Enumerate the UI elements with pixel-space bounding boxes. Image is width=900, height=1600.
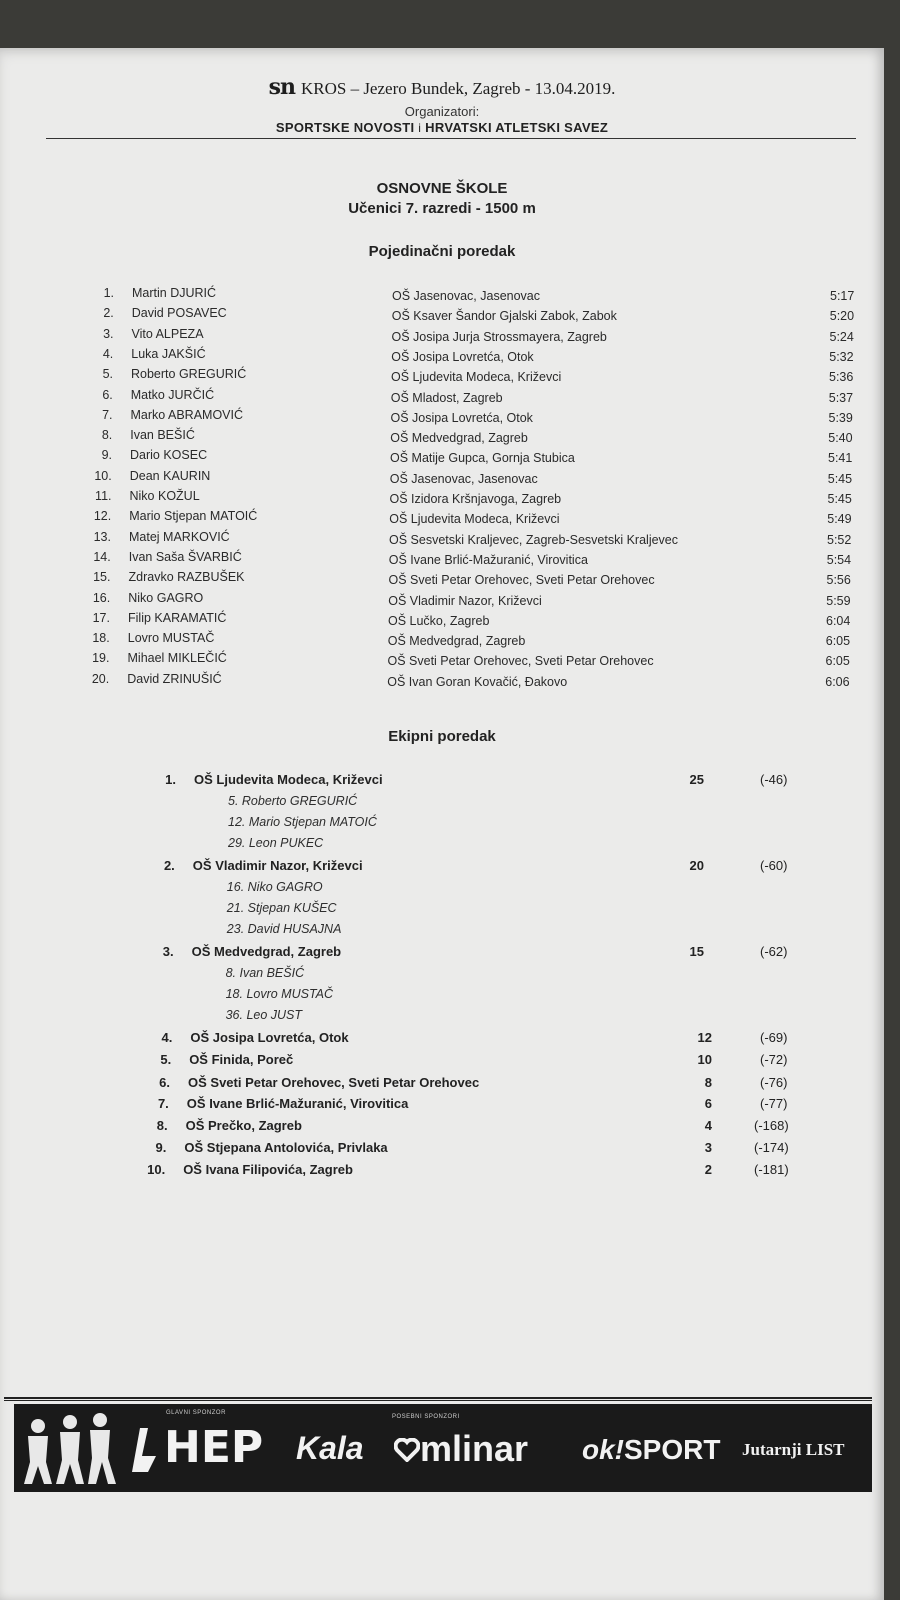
- athlete-time: 5:52: [827, 532, 852, 547]
- athlete-school: OŠ Josipa Jurja Strossmayera, Zagreb: [391, 329, 607, 344]
- individual-row: [0, 347, 884, 367]
- team-row: [0, 944, 884, 966]
- team-member: 23. David HUSAJNA: [226, 922, 342, 936]
- team-row: [0, 772, 884, 794]
- athlete-school: OŠ Matije Gupca, Gornja Stubica: [390, 451, 575, 466]
- team-points: 10: [697, 1052, 712, 1067]
- team-school: OŠ Medvedgrad, Zagreb: [191, 944, 342, 959]
- athlete-name: Matej MARKOVIĆ: [129, 529, 230, 544]
- jutarnji-logo: Jutarnji LIST: [742, 1440, 845, 1459]
- team-school: OŠ Sveti Petar Orehovec, Sveti Petar Orehovec: [188, 1075, 480, 1090]
- individual-row: [0, 408, 884, 428]
- individual-rank: 9.: [101, 448, 112, 463]
- team-title: Ekipni poredak: [388, 728, 496, 745]
- hep-bolt-icon: [126, 1428, 162, 1472]
- team-diff: (-174): [754, 1140, 789, 1155]
- athlete-name: Dean KAURIN: [129, 468, 211, 483]
- ok-logo: ok!: [582, 1434, 624, 1465]
- team-diff: (-76): [760, 1075, 788, 1090]
- team-rank: 6.: [159, 1075, 170, 1090]
- individual-row: [0, 570, 884, 590]
- team-diff: (-168): [754, 1118, 789, 1133]
- team-row: [0, 858, 884, 880]
- athlete-school: OŠ Josipa Lovretća, Otok: [390, 410, 533, 425]
- athlete-time: 5:32: [829, 349, 854, 364]
- athlete-time: 5:45: [827, 492, 852, 506]
- athlete-time: 6:05: [825, 654, 850, 669]
- athlete-school: OŠ Jasenovac, Jasenovac: [392, 289, 540, 303]
- kala-logo: Kala: [296, 1430, 364, 1466]
- athlete-school: OŠ Ivan Goran Kovačić, Đakovo: [387, 674, 568, 689]
- team-member: 18. Lovro MUSTAČ: [225, 987, 334, 1001]
- sponsor-banner: [14, 1404, 872, 1492]
- athlete-school: OŠ Sveti Petar Orehovec, Sveti Petar Orehovec: [388, 573, 655, 588]
- athlete-time: 6:05: [825, 634, 851, 649]
- team-rank: 7.: [157, 1096, 169, 1111]
- individual-rank: 4.: [102, 346, 114, 361]
- team-row: [0, 1140, 884, 1162]
- individual-rank: 11.: [95, 489, 112, 503]
- team-row: [0, 1096, 884, 1118]
- individual-row: [0, 530, 884, 550]
- individual-rank: 15.: [93, 570, 111, 585]
- team-school: OŠ Prečko, Zagreb: [185, 1118, 302, 1133]
- team-points: 25: [689, 772, 704, 787]
- individual-rank: 5.: [102, 367, 113, 382]
- hep-logo: HEP: [164, 1422, 264, 1473]
- team-points: 8: [704, 1075, 712, 1090]
- athlete-school: OŠ Ljudevita Modeca, Križevci: [391, 370, 562, 385]
- athlete-school: OŠ Ljudevita Modeca, Križevci: [389, 512, 560, 527]
- athlete-name: Mihael MIKLEČIĆ: [127, 651, 227, 666]
- athlete-name: Dario KOSEC: [130, 448, 208, 463]
- athlete-name: Ivan BEŠIĆ: [130, 428, 195, 443]
- team-member: 16. Niko GAGRO: [226, 880, 323, 894]
- team-member: 21. Stjepan KUŠEC: [226, 901, 337, 915]
- team-points: 15: [689, 944, 704, 959]
- athlete-time: 6:06: [825, 674, 850, 689]
- athlete-time: 5:56: [826, 573, 851, 588]
- team-school: OŠ Ivane Brlić-Mažuranić, Virovitica: [186, 1096, 409, 1111]
- footer-divider: [4, 1397, 872, 1399]
- individual-rank: 6.: [102, 387, 113, 402]
- athlete-school: OŠ Sesvetski Kraljevec, Zagreb-Sesvetski Kraljevec: [389, 532, 678, 547]
- header-divider: [46, 138, 856, 139]
- individual-row: [0, 651, 884, 671]
- athlete-school: OŠ Ksaver Šandor Gjalski Zabok, Zabok: [391, 309, 617, 324]
- organizers-label: Organizatori:: [404, 104, 480, 119]
- team-rank: 4.: [161, 1030, 173, 1045]
- individual-rank: 12.: [93, 509, 112, 524]
- sn-logo: sn: [268, 74, 295, 100]
- individual-rank: 13.: [93, 529, 111, 544]
- individual-row: [0, 469, 884, 489]
- team-rank: 1.: [165, 772, 176, 787]
- athlete-school: OŠ Izidora Kršnjavoga, Zagreb: [389, 492, 562, 506]
- team-points: 2: [704, 1162, 712, 1177]
- individual-rank: 10.: [94, 468, 112, 483]
- athlete-school: OŠ Ivane Brlić-Mažuranić, Virovitica: [388, 552, 588, 567]
- individual-row: [0, 306, 884, 326]
- individual-rank: 1.: [103, 286, 114, 300]
- athlete-time: 5:17: [830, 289, 855, 303]
- athlete-time: 5:20: [829, 309, 855, 324]
- team-school: OŠ Josipa Lovretća, Otok: [190, 1030, 349, 1045]
- team-member: 29. Leon PUKEC: [228, 836, 324, 850]
- athlete-time: 5:59: [826, 593, 851, 608]
- athlete-time: 5:45: [827, 471, 853, 486]
- team-points: 4: [704, 1118, 712, 1133]
- athlete-name: Vito ALPEZA: [131, 326, 204, 341]
- individual-row: [0, 286, 884, 306]
- team-rank: 10.: [147, 1162, 166, 1177]
- team-diff: (-72): [760, 1052, 788, 1067]
- athlete-time: 5:41: [828, 451, 853, 466]
- team-row: [0, 1118, 884, 1140]
- athlete-school: OŠ Vladimir Nazor, Križevci: [388, 593, 542, 608]
- team-school: OŠ Ivana Filipovića, Zagreb: [183, 1162, 353, 1177]
- team-diff: (-46): [760, 772, 788, 787]
- individual-row: [0, 367, 884, 387]
- runners-icon: [18, 1412, 128, 1488]
- race-title: Učenici 7. razredi - 1500 m: [348, 200, 536, 217]
- team-school: OŠ Ljudevita Modeca, Križevci: [194, 772, 383, 787]
- sport-logo: SPORT: [624, 1434, 721, 1465]
- athlete-name: Luka JAKŠIĆ: [131, 346, 206, 361]
- athlete-name: Marko ABRAMOVIĆ: [130, 407, 244, 422]
- athlete-school: OŠ Sveti Petar Orehovec, Sveti Petar Orehovec: [387, 654, 654, 669]
- team-points: 3: [704, 1140, 712, 1155]
- individual-rank: 14.: [93, 549, 111, 564]
- individual-rank: 2.: [103, 306, 114, 321]
- athlete-name: David ZRINUŠIĆ: [127, 671, 222, 686]
- athlete-school: OŠ Josipa Lovretća, Otok: [391, 349, 534, 364]
- athlete-school: OŠ Mladost, Zagreb: [390, 390, 503, 405]
- team-rank: 3.: [162, 944, 174, 959]
- event-title: KROS – Jezero Bundek, Zagreb - 13.04.2019.: [300, 79, 616, 98]
- team-rank: 5.: [160, 1052, 172, 1067]
- team-school: OŠ Vladimir Nazor, Križevci: [192, 858, 363, 873]
- individual-row: [0, 611, 884, 631]
- individual-row: [0, 550, 884, 570]
- individual-row: [0, 509, 884, 529]
- individual-row: [0, 428, 884, 448]
- individual-row: [0, 631, 884, 651]
- team-row: [0, 1052, 884, 1074]
- organizers-names: [0, 120, 884, 135]
- athlete-time: 5:39: [828, 410, 853, 425]
- individual-rank: 7.: [102, 407, 113, 422]
- team-points: 20: [689, 858, 704, 873]
- heart-icon: [394, 1438, 420, 1462]
- athlete-name: Lovro MUSTAČ: [127, 631, 215, 646]
- individual-title: Pojedinačni poredak: [368, 243, 516, 260]
- individual-rank: 3.: [103, 326, 114, 341]
- athlete-time: 6:04: [826, 613, 851, 628]
- team-points: 12: [697, 1030, 712, 1045]
- event-title-line: [0, 74, 884, 100]
- athlete-time: 5:40: [828, 431, 853, 446]
- athlete-name: Matko JURČIĆ: [130, 387, 215, 402]
- athlete-name: Filip KARAMATIĆ: [128, 610, 227, 625]
- school-level: OSNOVNE ŠKOLE: [376, 180, 508, 197]
- athlete-time: 5:54: [826, 552, 852, 567]
- team-member: 12. Mario Stjepan MATOIĆ: [228, 815, 377, 829]
- results-sheet: [0, 48, 884, 1600]
- team-row: [0, 1162, 884, 1184]
- team-row: [0, 1030, 884, 1052]
- individual-rank: 8.: [101, 428, 113, 443]
- organizer-1: SPORTSKE NOVOSTI: [275, 120, 415, 135]
- athlete-name: Niko KOŽUL: [129, 489, 200, 503]
- footer-divider-thin: [4, 1400, 872, 1401]
- individual-rank: 19.: [92, 651, 110, 666]
- main-sponsor-label: GLAVNI SPONZOR: [166, 1410, 226, 1416]
- athlete-school: OŠ Lučko, Zagreb: [388, 613, 490, 628]
- team-diff: (-62): [760, 944, 788, 959]
- team-diff: (-60): [760, 858, 788, 873]
- team-school: OŠ Stjepana Antolovića, Privlaka: [184, 1140, 388, 1155]
- team-rank: 8.: [156, 1118, 168, 1133]
- individual-row: [0, 327, 884, 347]
- team-points: 6: [704, 1096, 712, 1111]
- athlete-name: Martin DJURIĆ: [132, 286, 217, 300]
- athlete-time: 5:24: [829, 329, 854, 344]
- athlete-name: Ivan Saša ŠVARBIĆ: [128, 549, 242, 564]
- organizer-conj: i: [418, 121, 422, 135]
- team-school: OŠ Finida, Poreč: [189, 1052, 294, 1067]
- athlete-school: OŠ Medvedgrad, Zagreb: [390, 431, 528, 446]
- individual-rank: 16.: [92, 590, 111, 605]
- athlete-school: OŠ Jasenovac, Jasenovac: [389, 471, 538, 486]
- team-row: [0, 1075, 884, 1097]
- individual-rank: 17.: [92, 610, 110, 625]
- team-diff: (-77): [760, 1096, 788, 1111]
- mlinar-logo: mlinar: [420, 1428, 529, 1469]
- individual-row: [0, 591, 884, 611]
- athlete-time: 5:37: [828, 390, 854, 405]
- individual-row: [0, 489, 884, 509]
- athlete-name: Roberto GREGURIĆ: [131, 367, 247, 382]
- organizer-2: HRVATSKI ATLETSKI SAVEZ: [425, 120, 609, 135]
- athlete-name: David POSAVEC: [131, 306, 227, 321]
- individual-row: [0, 388, 884, 408]
- athlete-time: 5:36: [829, 370, 854, 385]
- team-rank: 9.: [155, 1140, 167, 1155]
- individual-rank: 18.: [92, 631, 110, 646]
- team-member: 5. Roberto GREGURIĆ: [228, 794, 358, 808]
- individual-row: [0, 448, 884, 468]
- team-diff: (-69): [760, 1030, 788, 1045]
- athlete-school: OŠ Medvedgrad, Zagreb: [387, 634, 526, 649]
- individual-rank: 20.: [91, 671, 110, 686]
- team-member: 36. Leo JUST: [225, 1008, 303, 1022]
- special-sponsors-label: POSEBNI SPONZORI: [392, 1414, 460, 1420]
- athlete-name: Zdravko RAZBUŠEK: [128, 570, 245, 585]
- individual-row: [0, 672, 884, 692]
- team-rank: 2.: [163, 858, 175, 873]
- athlete-time: 5:49: [827, 512, 852, 527]
- athlete-name: Mario Stjepan MATOIĆ: [129, 509, 258, 524]
- athlete-name: Niko GAGRO: [128, 590, 204, 605]
- team-member: 8. Ivan BEŠIĆ: [225, 966, 305, 980]
- team-diff: (-181): [754, 1162, 789, 1177]
